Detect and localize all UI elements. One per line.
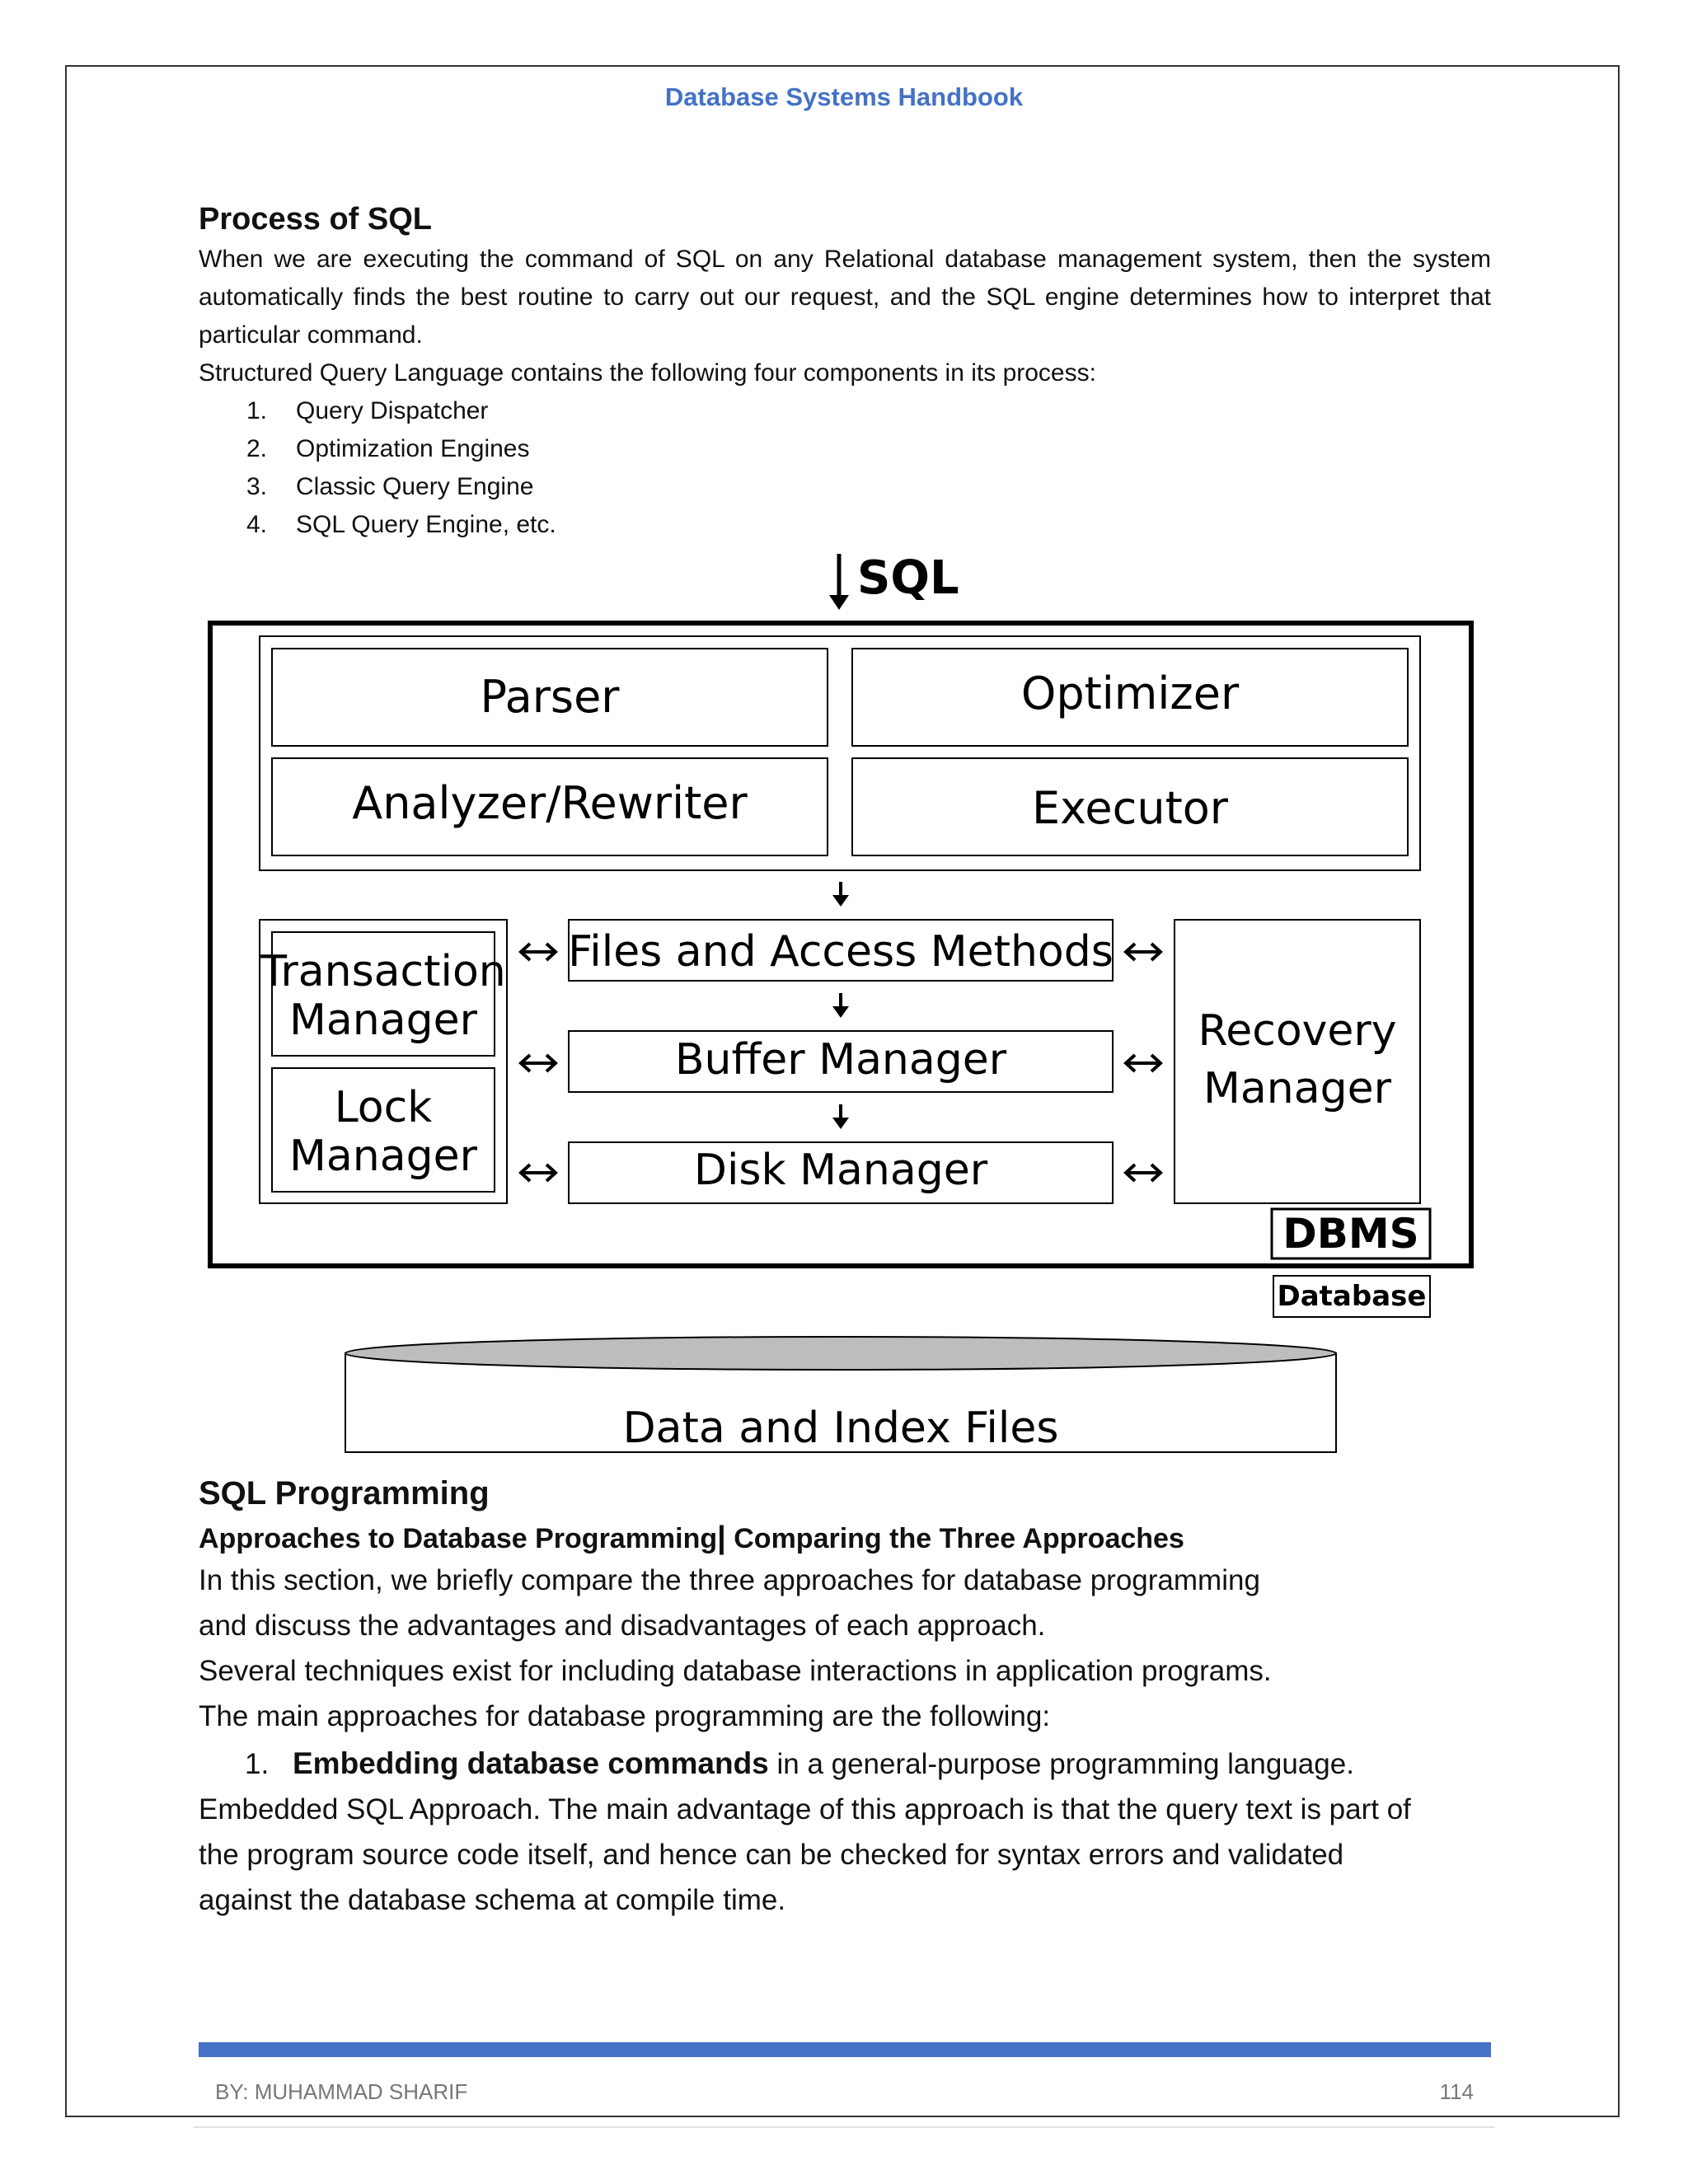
running-header: Database Systems Handbook [664, 82, 1024, 111]
transaction-label-line1: Transaction [260, 947, 506, 996]
executor-label: Executor [1032, 782, 1228, 834]
process-heading: Process of SQL [199, 202, 432, 237]
bidirectional-arrow-icon [1126, 944, 1160, 960]
recovery-manager-box [1175, 920, 1420, 1203]
bidirectional-arrow-icon [1126, 1165, 1160, 1181]
recovery-label-line2: Manager [1203, 1064, 1391, 1113]
list-text: Query Dispatcher [296, 397, 489, 424]
bidirectional-arrow-icon [521, 1055, 556, 1071]
programming-line: Several techniques exist for including database interactions in application programs. [199, 1655, 1272, 1687]
list-text: Classic Query Engine [296, 473, 534, 500]
approach-list-item [199, 1741, 1491, 1787]
bidirectional-arrow-icon [1126, 1055, 1160, 1071]
disk-manager-label: Disk Manager [693, 1146, 988, 1195]
embedded-line: Embedded SQL Approach. The main advantage of this approach is that the query text is part of [199, 1793, 1411, 1825]
bottom-divider [194, 2126, 1494, 2128]
data-index-label: Data and Index Files [622, 1404, 1059, 1453]
footer-rule [199, 2042, 1491, 2057]
approach-number: 1. [245, 1748, 270, 1780]
process-paragraph-2: Structured Query Language contains the following four components in its process: [199, 359, 1096, 387]
list-number: 3. [246, 473, 268, 500]
subheading-separator: | [717, 1521, 726, 1555]
process-paragraph-1: When we are executing the command of SQL on any Relational database management system, then the system automatically finds the best routine to carry out our request, and the SQL engine determines how to interpret that particular command. [199, 246, 1491, 349]
footer-author: BY: MUHAMMAD SHARIF [215, 2079, 468, 2104]
lock-label-line1: Lock [334, 1083, 433, 1132]
list-number: 4. [246, 511, 268, 538]
sql-input-arrow [829, 554, 849, 610]
approach-rest: in a general-purpose programming language. [768, 1748, 1354, 1780]
transaction-label-line2: Manager [289, 996, 477, 1045]
list-text: SQL Query Engine, etc. [296, 511, 556, 538]
list-text: Optimization Engines [296, 435, 530, 462]
bidirectional-arrow-icon [521, 944, 556, 960]
subheading-part2: Comparing the Three Approaches [734, 1523, 1184, 1554]
programming-line: In this section, we briefly compare the three approaches for database programming [199, 1564, 1260, 1596]
programming-line: and discuss the advantages and disadvantages of each approach. [199, 1610, 1046, 1642]
recovery-label-line1: Recovery [1198, 1006, 1397, 1056]
analyzer-label: Analyzer/Rewriter [352, 777, 748, 829]
buffer-manager-label: Buffer Manager [674, 1035, 1007, 1085]
optimizer-label: Optimizer [1020, 668, 1240, 719]
bidirectional-arrow-icon [521, 1165, 556, 1181]
list-number: 2. [246, 435, 268, 462]
down-arrow-icon [832, 993, 849, 1018]
footer-page-number: 114 [1439, 2079, 1474, 2104]
dbms-label: DBMS [1282, 1210, 1419, 1258]
programming-subheading [199, 1521, 1491, 1556]
down-arrow-icon [832, 882, 849, 907]
list-number: 1. [246, 397, 268, 424]
parser-label: Parser [480, 671, 620, 723]
programming-heading: SQL Programming [199, 1475, 490, 1511]
database-label: Database [1277, 1280, 1427, 1313]
programming-line: The main approaches for database programming are the following: [199, 1700, 1051, 1732]
lock-label-line2: Manager [289, 1132, 477, 1181]
query-processor-group [260, 636, 1420, 870]
embedded-line: against the database schema at compile time. [199, 1884, 786, 1916]
files-access-label: Files and Access Methods [568, 927, 1114, 977]
approach-bold: Embedding database commands [293, 1746, 769, 1780]
down-arrow-icon [832, 1104, 849, 1129]
embedded-line: the program source code itself, and hence can be checked for syntax errors and validated [199, 1839, 1344, 1871]
sql-label: SQL [857, 551, 959, 605]
programming-section [199, 1475, 1491, 1923]
subheading-part1: Approaches to Database Programming [199, 1523, 718, 1554]
